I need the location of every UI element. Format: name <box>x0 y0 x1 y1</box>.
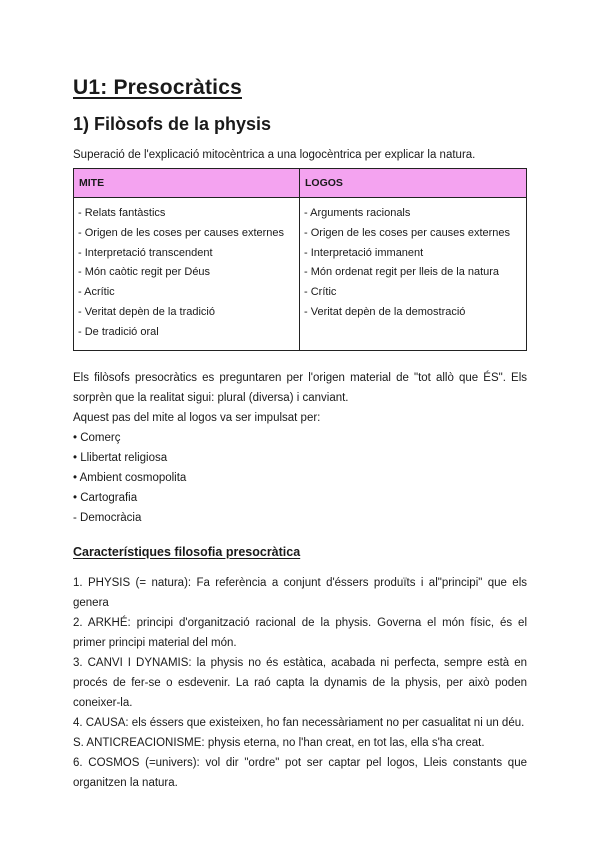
paragraph-origin: Els filòsofs presocràtics es preguntaren per l'origen material de "tot allò que ÉS". Els sorprèn que la realitat sigui: plural (diversa) i canviant. <box>73 372 527 404</box>
mite-item: - Món caòtic regit per Déus <box>78 266 211 279</box>
factor-item: • Cartografia <box>73 492 138 504</box>
mite-item: - De tradició oral <box>78 325 159 338</box>
factor-item: • Comerç <box>73 432 121 444</box>
features-list <box>73 573 527 793</box>
mite-item: - Interpretació transcendent <box>78 246 213 259</box>
header-mite: MITE <box>74 169 300 198</box>
table-header-row <box>74 169 527 198</box>
mite-cell <box>74 198 300 351</box>
table-row <box>74 198 527 351</box>
feature-item: 6. COSMOS (=univers): vol dir "ordre" pot ser captar pel logos, Lleis constants que organitzen la natura. <box>73 757 527 789</box>
paragraph-transition: Aquest pas del mite al logos va ser impulsat per: <box>73 412 321 424</box>
page-title: U1: Presocràtics <box>73 76 242 99</box>
features-heading: Característiques filosofia presocràtica <box>73 545 301 559</box>
mite-item: - Relats fantàstics <box>78 207 166 219</box>
logos-item: - Crític <box>304 286 337 299</box>
intro-text: Superació de l'explicació mitocèntrica a una logocèntrica per explicar la natura. <box>73 149 476 161</box>
header-logos: LOGOS <box>300 169 527 198</box>
logos-item: - Arguments racionals <box>304 207 411 219</box>
logos-item: - Interpretació immanent <box>304 246 424 259</box>
section-title: 1) Filòsofs de la physis <box>73 114 272 134</box>
mite-item: - Veritat depèn de la tradició <box>78 305 215 318</box>
presocratics-section <box>73 368 527 528</box>
factor-item: • Llibertat religiosa <box>73 452 168 464</box>
feature-item: 3. CANVI I DYNAMIS: la physis no és estàtica, acabada ni perfecta, sempre està en procés de fer-se o esdevenir. La raó capta la dynamis de la physis, per això poden coneixer-la. <box>73 657 527 709</box>
feature-item: 4. CAUSA: els éssers que existeixen, ho fan necessàriament no per casualitat ni un déu. <box>73 717 525 729</box>
feature-item: 2. ARKHÉ: principi d'organització racional de la physis. Governa el món físic, és el primer principi material del món. <box>73 617 527 649</box>
mite-logos-table <box>73 168 527 351</box>
factor-item: • Ambient cosmopolita <box>73 472 187 484</box>
feature-item: S. ANTICREACIONISME: physis eterna, no l'han creat, en tot las, ella s'ha creat. <box>73 737 485 749</box>
mite-item: - Acrític <box>78 286 115 299</box>
factor-item: - Democràcia <box>73 512 142 524</box>
logos-item: - Món ordenat regit per lleis de la natura <box>304 266 500 279</box>
logos-item: - Veritat depèn de la demostració <box>304 305 466 318</box>
mite-item: - Origen de les coses per causes externes <box>78 226 285 239</box>
logos-item: - Origen de les coses per causes externes <box>304 226 511 239</box>
feature-item: 1. PHYSIS (= natura): Fa referència a conjunt d'éssers produïts i al"principi" que els genera <box>73 577 527 609</box>
logos-cell <box>300 198 527 351</box>
